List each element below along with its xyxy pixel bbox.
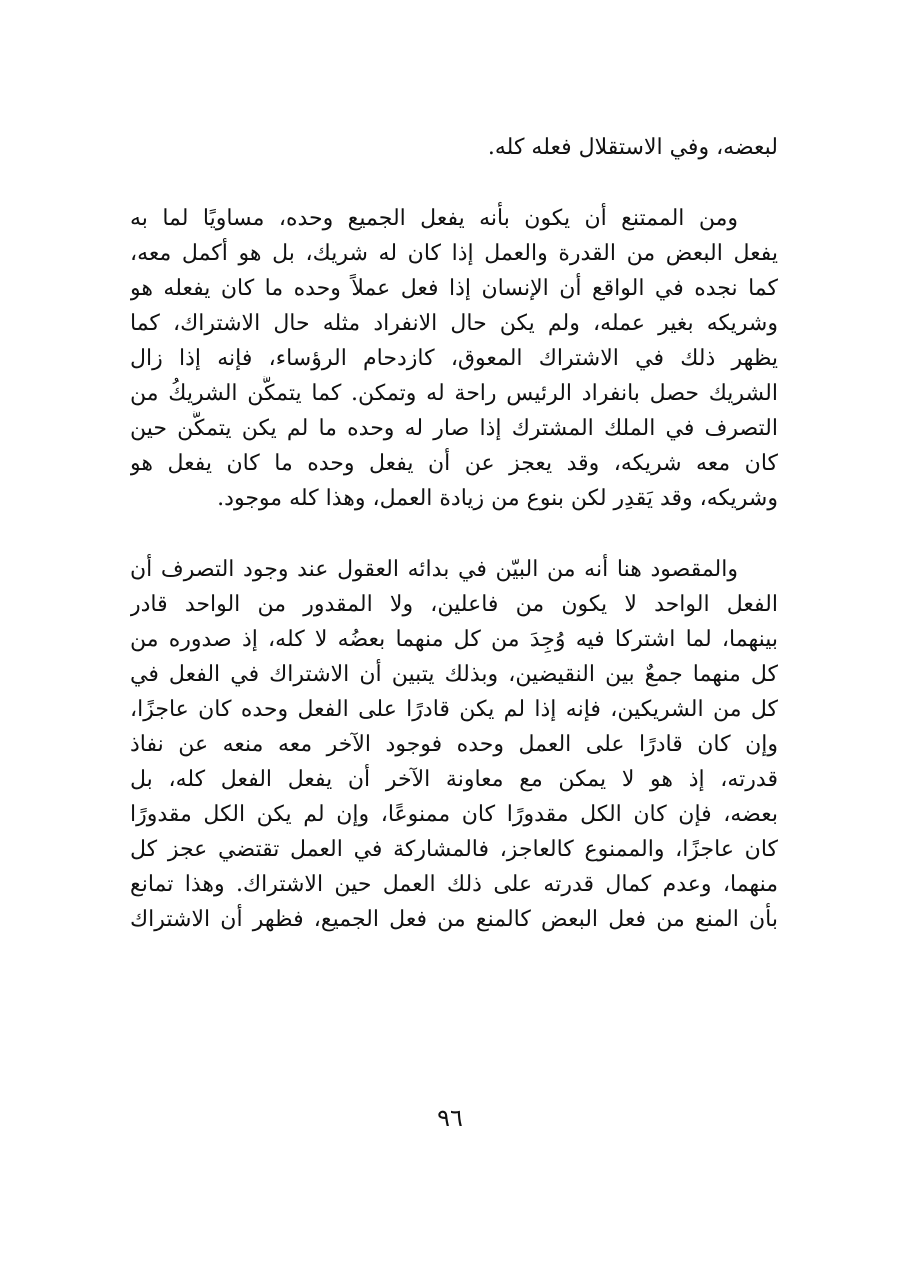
text-line: ومن الممتنع أن يكون بأنه يفعل الجميع وحده، مساويًا لما به bbox=[130, 206, 738, 231]
paragraph-gap bbox=[130, 165, 778, 201]
text-line: منهما، وعدم كمال قدرته على ذلك العمل حين الاشتراك. وهذا تمانع bbox=[130, 872, 778, 897]
text-line: كل منهما جمعٌ بين النقيضين، وبذلك يتبين أن الاشتراك في الفعل في bbox=[130, 662, 778, 687]
text-line: يظهر ذلك في الاشتراك المعوق، كازدحام الرؤساء، فإنه إذا زال bbox=[130, 346, 778, 371]
text-line: كما نجده في الواقع أن الإنسان إذا فعل عملاً وحده ما كان يفعله هو bbox=[130, 276, 778, 301]
page-number: ٩٦ bbox=[437, 1104, 463, 1132]
text-line: الفعل الواحد لا يكون من فاعلين، ولا المقدور من الواحد قادر bbox=[130, 592, 778, 617]
text-line: بأن المنع من فعل البعض كالمنع من فعل الجميع، فظهر أن الاشتراك bbox=[130, 907, 778, 932]
text-line: الشريك حصل بانفراد الرئيس راحة له وتمكن. كما يتمكَّن الشريكُ من bbox=[130, 381, 778, 406]
paragraph-1 bbox=[130, 130, 778, 165]
text-line: كان معه شريكه، وقد يعجز عن أن يفعل وحده ما كان يفعل هو bbox=[130, 451, 778, 476]
text-line: بينهما، لما اشتركا فيه وُجِدَ من كل منهما بعضُه لا كله، إذ صدوره من bbox=[130, 627, 778, 652]
paragraph-gap bbox=[130, 516, 778, 552]
text-line: لبعضه، وفي الاستقلال فعله كله. bbox=[487, 135, 778, 160]
text-line: كان عاجزًا، والممنوع كالعاجز، فالمشاركة في العمل تقتضي عجز كل bbox=[130, 837, 778, 862]
text-line: وشريكه، وقد يَقدِر لكن بنوع من زيادة العمل، وهذا كله موجود. bbox=[217, 486, 778, 511]
body-text bbox=[130, 130, 778, 937]
paragraph-2 bbox=[130, 201, 778, 516]
text-line: يفعل البعض من القدرة والعمل إذا كان له شريك، بل هو أكمل معه، bbox=[130, 241, 778, 266]
text-line: وشريكه بغير عمله، ولم يكن حال الانفراد مثله حال الاشتراك، كما bbox=[130, 311, 778, 336]
text-line: التصرف في الملك المشترك إذا صار له وحده ما لم يكن يتمكَّن حين bbox=[130, 416, 778, 441]
text-line: والمقصود هنا أنه من البيّن في بدائه العقول عند وجود التصرف أن bbox=[130, 557, 738, 582]
paragraph-3 bbox=[130, 552, 778, 937]
text-line: بعضه، فإن كان الكل مقدورًا كان ممنوعًا، وإن لم يكن الكل مقدورًا bbox=[130, 802, 778, 827]
text-line: قدرته، إذ هو لا يمكن مع معاونة الآخر أن يفعل الفعل كله، بل bbox=[130, 767, 778, 792]
text-line: كل من الشريكين، فإنه إذا لم يكن قادرًا على الفعل وحده كان عاجزًا، bbox=[130, 697, 778, 722]
text-line: وإن كان قادرًا على العمل وحده فوجود الآخر معه منعه عن نفاذ bbox=[130, 732, 778, 757]
